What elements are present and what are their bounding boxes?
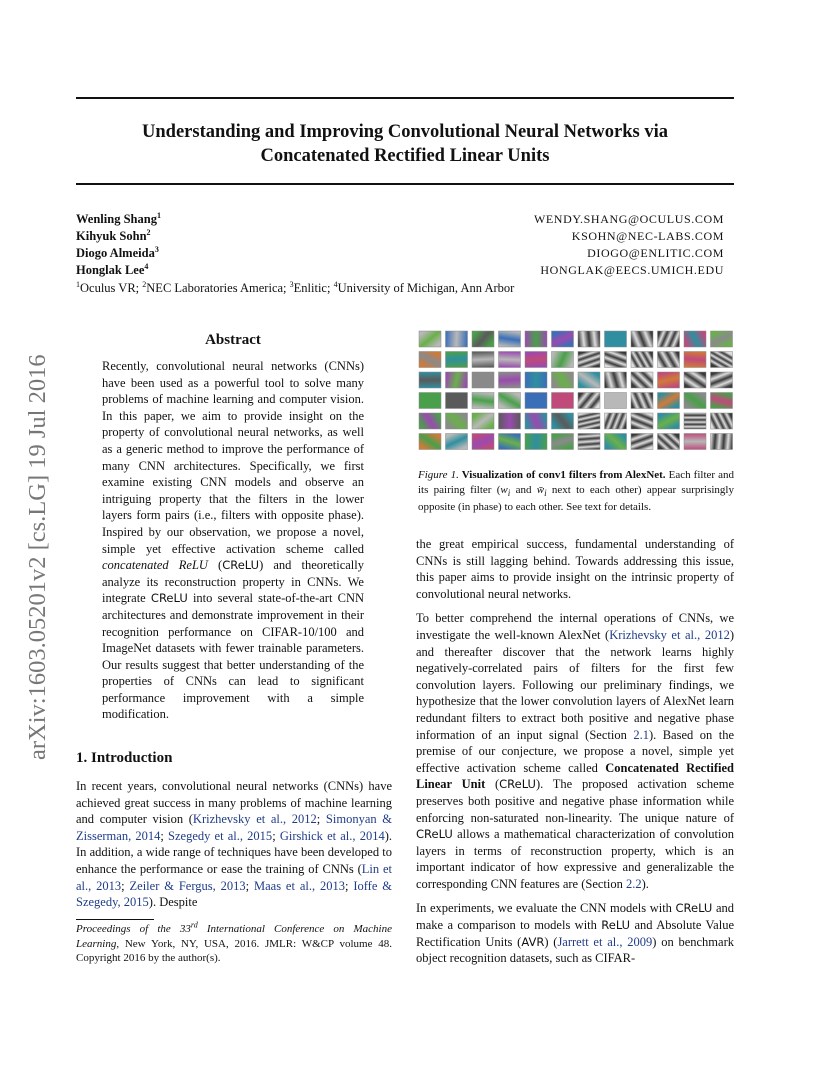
author-block xyxy=(76,211,724,297)
proceedings-footnote: Proceedings of the 33rd International Conference on Machine Learning, New York, NY, USA, 2016. JMLR: W&CP volume 48. Copyright 2016 by the author(s). xyxy=(76,920,392,964)
author-email[interactable]: KSOHN@NEC-LABS.COM xyxy=(571,229,724,243)
filter-tile xyxy=(419,434,441,450)
affiliations: $^1$Oculus VR; $^2$NEC Laboratories America; $^3$Enlitic; $^4$University of Michigan, Ann Arbor xyxy=(76,279,515,295)
author-row: Diogo Almeida$^3$ DIOGO@ENLITIC.COM xyxy=(76,244,724,260)
filter-tile xyxy=(446,331,468,347)
filter-tile xyxy=(605,434,627,450)
citation-link[interactable]: Krizhevsky et al., 2012 xyxy=(192,812,317,827)
filter-tile xyxy=(499,372,521,388)
filter-tile xyxy=(499,331,521,347)
filter-tile xyxy=(419,413,441,429)
filter-tile xyxy=(525,434,547,450)
author-row: Honglak Lee$^4$ HONGLAK@EECS.UMICH.EDU xyxy=(76,261,724,277)
filter-tile xyxy=(472,434,494,450)
filter-tile xyxy=(552,372,574,388)
section-link[interactable]: 2.2 xyxy=(626,876,642,891)
filter-tile xyxy=(525,352,547,368)
filter-tile xyxy=(419,331,441,347)
footnote-rule xyxy=(76,919,154,920)
filter-tile xyxy=(525,331,547,347)
filter-tile xyxy=(552,352,574,368)
filter-tile xyxy=(578,352,600,368)
filter-tile xyxy=(472,413,494,429)
filter-tile xyxy=(446,372,468,388)
filter-tile xyxy=(631,434,653,450)
filter-tile xyxy=(472,372,494,388)
filter-tile xyxy=(525,372,547,388)
filter-tile xyxy=(711,331,733,347)
filter-tile xyxy=(658,372,680,388)
filter-tile xyxy=(684,372,706,388)
filter-tile xyxy=(711,352,733,368)
top-rule xyxy=(76,97,734,99)
filter-tile xyxy=(631,413,653,429)
citation-link[interactable]: Maas et al., 2013 xyxy=(253,878,345,893)
filter-tile xyxy=(605,413,627,429)
filter-tile xyxy=(446,352,468,368)
filter-tile xyxy=(552,393,574,409)
author-email[interactable]: WENDY.SHANG@OCULUS.COM xyxy=(533,212,724,226)
filter-tile xyxy=(605,331,627,347)
filter-tile xyxy=(578,331,600,347)
filter-tile xyxy=(525,413,547,429)
filter-tile xyxy=(525,393,547,409)
filter-tile xyxy=(605,372,627,388)
abstract-body: Recently, convolutional neural networks (CNNs) have been used as a powerful tool to solve many problems of machine learning and computer vision. In this paper, we aim to provide insight on the property of convolutional neural networks, as well as a generic method to improve the performance of many CNN architectures. Specifically, we first examine existing CNN models and observe an intriguing property that the filters in the lower layers form pairs (i.e., filters with opposite phase). Inspired by our observation, we propose a novel, simple yet effective activation scheme called concatenated ReLU (CReLU) and theoretically analyze its reconstruction property in CNNs. We integrate CReLU into several state-of-the-art CNN architectures and demonstrate improvement in their recognition performance on CIFAR-10/100 and ImageNet datasets with fewer trainable parameters. Our results suggest that better understanding of the properties of CNNs can lead to significant performance improvement with a simple modification. xyxy=(102,359,364,722)
filter-tile xyxy=(499,434,521,450)
filter-tile xyxy=(578,393,600,409)
filter-tile xyxy=(711,372,733,388)
abstract-heading: Abstract xyxy=(205,332,261,348)
filter-tile xyxy=(419,352,441,368)
filter-tile xyxy=(684,434,706,450)
filter-tile xyxy=(578,434,600,450)
filter-tile xyxy=(658,352,680,368)
citation-link[interactable]: Ioffe & Szegedy, 2015 xyxy=(76,878,392,910)
filter-tile xyxy=(446,434,468,450)
filter-tile xyxy=(658,434,680,450)
filter-tile xyxy=(631,331,653,347)
citation-link[interactable]: Szegedy et al., 2015 xyxy=(168,828,273,843)
author-row: Kihyuk Sohn$^2$ KSOHN@NEC-LABS.COM xyxy=(76,227,724,243)
conv1-filters-image xyxy=(418,330,734,454)
filter-tile xyxy=(605,352,627,368)
filter-tile xyxy=(552,434,574,450)
section-heading-introduction: 1. Introduction xyxy=(76,750,173,766)
paper-title: Understanding and Improving Convolutional Neural Networks via Concatenated Rectified Linear Units xyxy=(142,122,668,166)
right-column-text: the great empirical success, fundamental understanding of CNNs is still lagging behind. Towards addressing this issue, this paper aims to provide insight on the intrinsic property of convolutional neural networks. To better comprehend the internal operations of CNNs, we investigate the well-known AlexNet (Krizhevsky et al., 2012) and thereafter discover that the network learns highly negatively-correlated pairs of filters for the first few convolution layers. Following our preliminary findings, we hypothesize that the lower convolution layers of AlexNet learn redundant filters to extract both positive and negative phase information of an input signal (Section 2.1). Based on the premise of our conjecture, we propose a novel, simple yet effective activation scheme called Concatenated Rectified Linear Unit (CReLU). The proposed activation scheme preserves both positive and negative phase information while enforcing non-saturated non-linearity. The unique nature of CReLU allows a mathematical characterization of convolution layers in terms of reconstruction property, which is an important indicator of how expressive and generalizable the corresponding CNN features are (Section 2.2). In experiments, we evaluate the CNN models with CReLU and make a comparison to models with ReLU and Absolute Value Rectification Units (AVR) (Jarrett et al., 2009) on benchmark object recognition datasets, such as CIFAR- xyxy=(416,537,735,966)
filter-tile xyxy=(658,413,680,429)
filter-tile xyxy=(711,413,733,429)
citation-link[interactable]: Girshick et al., 2014 xyxy=(279,828,385,843)
author-email[interactable]: DIOGO@ENLITIC.COM xyxy=(587,246,724,260)
citation-link[interactable]: Lin et al., 2013 xyxy=(76,861,392,893)
filter-tile xyxy=(499,352,521,368)
filter-tile xyxy=(446,413,468,429)
filter-tile xyxy=(684,352,706,368)
title-bottom-rule xyxy=(76,183,734,185)
introduction-text: In recent years, convolutional neural networks (CNNs) have achieved great success in many problems of machine learning and computer vision (Krizhevsky et al., 2012; Simonyan & Zisserman, 2014; Szegedy et al., 2015; Girshick et al., 2014). In addition, a wide range of techniques have been developed to enhance the performance or ease the training of CNNs (Lin et al., 2013; Zeiler & Fergus, 2013; Maas et al., 2013; Ioffe & Szegedy, 2015). Despite xyxy=(76,779,392,910)
filter-tile xyxy=(552,331,574,347)
filter-tile xyxy=(711,434,733,450)
filter-tile xyxy=(631,372,653,388)
filter-tile xyxy=(472,393,494,409)
filter-tile xyxy=(684,331,706,347)
author-row: Wenling Shang$^1$ WENDY.SHANG@OCULUS.COM xyxy=(76,210,724,226)
figure-caption: Figure 1. Visualization of conv1 filters from AlexNet. Each filter and its pairing filter ($w_i$ and $w̄_i$ next to each other) appear surprisingly opposite (in phase) to each other. See text for details. xyxy=(418,469,735,514)
filter-tile xyxy=(578,413,600,429)
filter-tile xyxy=(684,413,706,429)
filter-tile xyxy=(446,393,468,409)
filter-tile xyxy=(472,352,494,368)
filter-tile xyxy=(419,393,441,409)
filter-tile xyxy=(631,352,653,368)
author-email[interactable]: HONGLAK@EECS.UMICH.EDU xyxy=(540,263,724,277)
filter-tile xyxy=(658,393,680,409)
filter-tile xyxy=(711,393,733,409)
arxiv-sidebar-stamp: arXiv:1603.05201v2 [cs.LG] 19 Jul 2016 xyxy=(24,354,51,760)
filter-tile xyxy=(605,393,627,409)
filter-tile xyxy=(499,413,521,429)
citation-link[interactable]: Zeiler & Fergus, 2013 xyxy=(129,878,246,893)
filter-tile xyxy=(658,331,680,347)
filter-tile xyxy=(419,372,441,388)
filter-tile xyxy=(499,393,521,409)
filter-tile xyxy=(578,372,600,388)
citation-link[interactable]: Simonyan & Zisserman, 2014 xyxy=(76,812,392,843)
filter-tile xyxy=(631,393,653,409)
filter-tile xyxy=(684,393,706,409)
filter-tile xyxy=(552,413,574,429)
citation-link[interactable]: Krizhevsky et al., 2012 xyxy=(609,627,730,642)
filter-tile xyxy=(472,331,494,347)
section-link[interactable]: 2.1 xyxy=(633,727,649,742)
citation-link[interactable]: Jarrett et al., 2009 xyxy=(557,934,653,949)
